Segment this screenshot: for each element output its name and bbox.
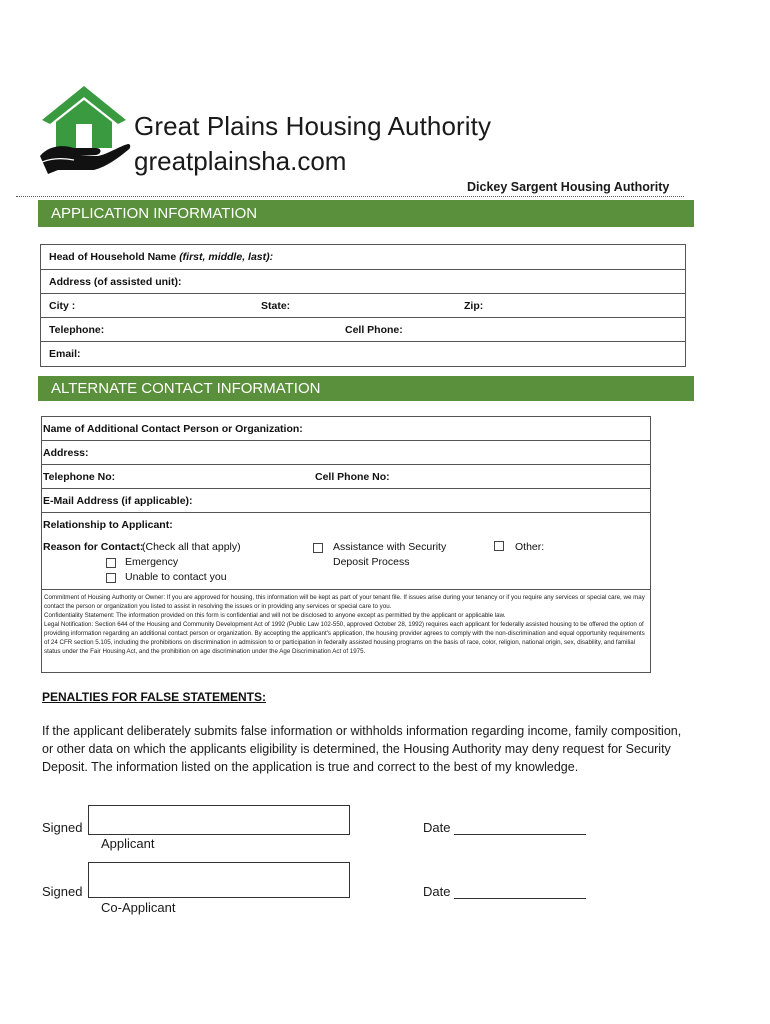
zip-label: Zip: bbox=[464, 299, 484, 312]
city-label: City : bbox=[49, 299, 76, 312]
telephone-label: Telephone: bbox=[49, 323, 105, 336]
alt-telephone-label: Telephone No: bbox=[43, 470, 116, 483]
reason-label: Reason for Contact: bbox=[43, 541, 144, 553]
reason-hint: (Check all that apply) bbox=[142, 541, 241, 553]
alt-address-label: Address: bbox=[43, 446, 89, 459]
coapplicant-signature-field[interactable] bbox=[88, 862, 350, 898]
applicant-date-label: Date bbox=[423, 820, 451, 835]
emergency-label: Emergency bbox=[125, 556, 179, 568]
house-in-hand-icon bbox=[38, 84, 132, 174]
emergency-checkbox[interactable] bbox=[106, 558, 116, 568]
coapplicant-date-field[interactable] bbox=[454, 898, 586, 899]
city-state-zip-row[interactable] bbox=[41, 294, 685, 318]
state-label: State: bbox=[261, 299, 291, 312]
commitment-statement: Commitment of Housing Authority or Owner: If you are approved for housing, this information will be kept as part of your tenant file. If issues arise during your tenancy or if you require any services or special care, we may contact the person or organization you listed to assist in resolving the issues or in providing any services or special care to you. bbox=[44, 594, 645, 610]
applicant-signature-field[interactable] bbox=[88, 805, 350, 835]
alternate-contact-table bbox=[41, 416, 651, 673]
security-deposit-label-2: Deposit Process bbox=[333, 556, 410, 568]
legal-notice bbox=[44, 593, 648, 656]
additional-contact-label: Name of Additional Contact Person or Organization: bbox=[43, 422, 303, 435]
penalties-title: PENALTIES FOR FALSE STATEMENTS: bbox=[42, 690, 267, 704]
telephone-row[interactable] bbox=[41, 318, 685, 342]
reason-for-contact-area bbox=[42, 536, 650, 590]
unable-to-contact-label: Unable to contact you bbox=[125, 571, 227, 583]
alt-cell-phone-label: Cell Phone No: bbox=[315, 470, 390, 483]
penalties-text: If the applicant deliberately submits false information or withholds information regarding income, family composition, or other data on which the applicants eligibility is determined, the Housing Authority may deny request for Security Deposit. The information listed on the application is true and correct to the best of my knowledge. bbox=[42, 724, 682, 774]
alt-address-row[interactable] bbox=[42, 441, 650, 465]
organization-name: Great Plains Housing Authority bbox=[134, 111, 492, 141]
applicant-label: Applicant bbox=[101, 836, 155, 851]
applicant-date-field[interactable] bbox=[454, 834, 586, 835]
alt-email-label: E-Mail Address (if applicable): bbox=[43, 494, 193, 507]
address-label: Address (of assisted unit): bbox=[49, 275, 182, 288]
unable-to-contact-checkbox[interactable] bbox=[106, 573, 116, 583]
security-deposit-label-1: Assistance with Security bbox=[333, 541, 447, 553]
coapplicant-date-label: Date bbox=[423, 884, 451, 899]
legal-notification: Legal Notification: Section 644 of the Housing and Community Development Act of 1992 (Public Law 102-550, approved October 28, 1992) requires each applicant for federally assisted housing to be offered the option of providing information regarding an additional contact person or organization. By accepting the applicant's application, the housing provider agrees to comply with the non-discrimination and equal opportunity requirements of 24 CFR section 5.105, including the prohibitions on discrimination in admission to or participation in federally assisted housing programs on the basis of race, color, religion, national origin, sex, disability, and familial status under the Fair Housing Act, and the prohibition on age discrimination under the Age Discrimination Act of 1975. bbox=[44, 621, 645, 655]
organization-url[interactable]: greatplainsha.com bbox=[134, 146, 347, 176]
header-divider bbox=[16, 196, 684, 197]
email-label: Email: bbox=[49, 348, 81, 360]
alt-email-row[interactable] bbox=[42, 489, 650, 513]
alternate-section-title: ALTERNATE CONTACT INFORMATION bbox=[51, 380, 321, 397]
head-of-household-hint: (first, middle, last): bbox=[179, 251, 274, 263]
relationship-label: Relationship to Applicant: bbox=[43, 518, 173, 531]
alternate-section-header bbox=[38, 376, 694, 401]
additional-contact-row[interactable] bbox=[42, 417, 650, 441]
head-of-household-row[interactable] bbox=[41, 245, 685, 270]
application-info-table bbox=[40, 244, 686, 367]
security-deposit-checkbox[interactable] bbox=[313, 543, 323, 553]
relationship-row[interactable] bbox=[42, 513, 650, 536]
other-checkbox[interactable] bbox=[494, 541, 504, 551]
email-row[interactable] bbox=[41, 342, 685, 366]
application-section-title: APPLICATION INFORMATION bbox=[51, 205, 258, 222]
head-of-household-label: Head of Household Name bbox=[49, 251, 177, 263]
address-row[interactable] bbox=[41, 270, 685, 294]
coapplicant-signed-label: Signed bbox=[42, 884, 83, 899]
confidentiality-statement: Confidentiality Statement: The information provided on this form is confidential and will not be disclosed to anyone except as permitted by the applicant or applicable law. bbox=[44, 612, 506, 619]
application-section-header bbox=[38, 200, 694, 227]
coapplicant-label: Co-Applicant bbox=[101, 900, 176, 915]
authority-name: Dickey Sargent Housing Authority bbox=[467, 180, 670, 194]
applicant-signed-label: Signed bbox=[42, 820, 83, 835]
alt-telephone-row[interactable] bbox=[42, 465, 650, 489]
other-label: Other: bbox=[515, 541, 545, 553]
cell-phone-label: Cell Phone: bbox=[345, 323, 403, 336]
